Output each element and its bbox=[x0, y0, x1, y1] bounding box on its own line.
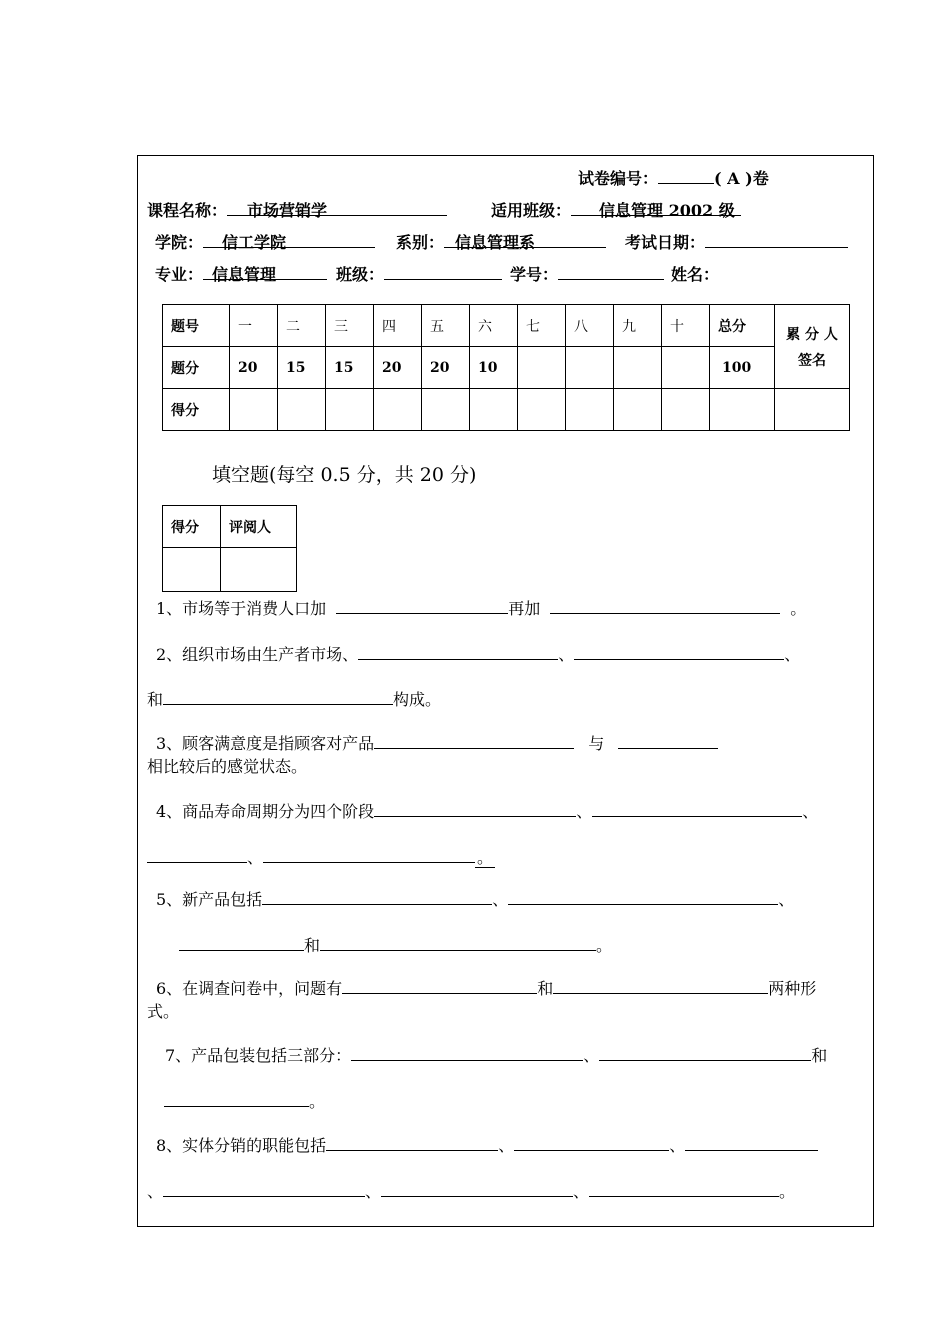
points-cell bbox=[614, 347, 662, 389]
course-field bbox=[227, 198, 447, 220]
question-7 bbox=[165, 1043, 827, 1066]
q1-text-2: 再加 bbox=[508, 599, 541, 618]
name-line bbox=[671, 262, 719, 285]
q8-sep-1: 、 bbox=[498, 1136, 515, 1155]
college-label: 学院： bbox=[155, 233, 204, 252]
question-number-cell: 七 bbox=[518, 305, 566, 347]
question-1 bbox=[156, 596, 806, 619]
question-number-cell: 一 bbox=[230, 305, 278, 347]
score-cell[interactable] bbox=[470, 389, 518, 431]
q4-text: 4、商品寿命周期分为四个阶段 bbox=[156, 802, 375, 821]
q2-sep-1: 、 bbox=[558, 645, 575, 664]
points-cell: 20 bbox=[422, 347, 470, 389]
q2-and: 和 bbox=[147, 690, 164, 709]
class-line bbox=[491, 198, 741, 221]
q5-blank-4[interactable] bbox=[320, 934, 596, 951]
applicable-class-label: 适用班级： bbox=[491, 201, 572, 220]
q8-sep-4: 、 bbox=[573, 1182, 590, 1201]
grading-score-cell[interactable] bbox=[163, 548, 221, 592]
q5-blank-2[interactable] bbox=[508, 888, 778, 905]
student-id-label: 学号： bbox=[510, 265, 559, 284]
grade-label: 班级： bbox=[336, 265, 385, 284]
course-value: 市场营销学 bbox=[247, 201, 328, 220]
question-number-cell: 三 bbox=[326, 305, 374, 347]
points-cell: 10 bbox=[470, 347, 518, 389]
student-id-field[interactable] bbox=[558, 262, 664, 280]
q1-blank-1[interactable] bbox=[336, 597, 508, 614]
q7-text: 7、产品包装包括三部分： bbox=[165, 1046, 352, 1065]
college-value: 信工学院 bbox=[222, 233, 287, 252]
q2-blank-3[interactable] bbox=[163, 688, 393, 705]
points-cell: 20 bbox=[230, 347, 278, 389]
q5-text: 5、新产品包括 bbox=[156, 890, 263, 909]
q8-blank-1[interactable] bbox=[326, 1134, 498, 1151]
q5-end: 。 bbox=[596, 936, 613, 955]
q4-sep-1: 、 bbox=[576, 802, 593, 821]
score-table-row-points bbox=[163, 347, 850, 389]
student-id-line bbox=[510, 262, 664, 285]
q8-sep-2: 、 bbox=[669, 1136, 686, 1155]
course-label: 课程名称： bbox=[147, 201, 228, 220]
q4-blank-4[interactable] bbox=[263, 846, 475, 863]
question-4 bbox=[156, 799, 818, 822]
q4-blank-3[interactable] bbox=[147, 846, 247, 863]
grading-reviewer-cell[interactable] bbox=[221, 548, 297, 592]
q4-blank-2[interactable] bbox=[592, 800, 802, 817]
q5-and: 和 bbox=[304, 936, 321, 955]
q4-sep-3: 、 bbox=[247, 848, 264, 867]
question-2-line-2 bbox=[147, 687, 441, 710]
q7-and: 和 bbox=[811, 1046, 828, 1065]
row-label-number: 题号 bbox=[163, 305, 230, 347]
points-cell bbox=[518, 347, 566, 389]
q3-blank-2[interactable] bbox=[618, 732, 718, 749]
exam-date-field[interactable] bbox=[705, 230, 848, 248]
q3-and: 与 bbox=[588, 734, 605, 753]
paper-number-line bbox=[578, 166, 769, 189]
grade-line bbox=[336, 262, 502, 285]
applicable-class-field bbox=[571, 198, 741, 220]
question-3 bbox=[156, 731, 718, 754]
q7-end: 。 bbox=[309, 1092, 326, 1111]
q8-sep-3: 、 bbox=[365, 1182, 382, 1201]
question-5 bbox=[156, 887, 794, 910]
grading-reviewer-label: 评阅人 bbox=[221, 506, 297, 548]
exam-date-line bbox=[625, 230, 848, 253]
points-cell: 20 bbox=[374, 347, 422, 389]
major-value: 信息管理 bbox=[212, 265, 277, 284]
signer-cell bbox=[775, 305, 850, 389]
q7-blank-1[interactable] bbox=[351, 1044, 583, 1061]
name-label: 姓名： bbox=[671, 265, 720, 284]
q7-blank-2[interactable] bbox=[599, 1044, 811, 1061]
score-cell[interactable] bbox=[230, 389, 278, 431]
question-4-line-2 bbox=[147, 845, 495, 868]
question-8 bbox=[156, 1133, 818, 1156]
q7-sep-1: 、 bbox=[583, 1046, 600, 1065]
grading-table bbox=[162, 505, 297, 592]
q6-text: 6、在调查问卷中，问题有 bbox=[156, 979, 343, 998]
signer-label-line2: 签名 bbox=[798, 352, 826, 369]
applicable-class-value: 信息管理 2002 级 bbox=[599, 201, 735, 220]
question-3-line-2: 相比较后的感觉状态。 bbox=[147, 757, 308, 776]
row-label-points: 题分 bbox=[163, 347, 230, 389]
score-table-row-numbers bbox=[163, 305, 850, 347]
q8-blank-2[interactable] bbox=[514, 1134, 669, 1151]
score-cell[interactable] bbox=[422, 389, 470, 431]
q6-text-2: 两种形 bbox=[768, 979, 817, 998]
question-5-line-2 bbox=[179, 933, 612, 956]
question-number-cell: 二 bbox=[278, 305, 326, 347]
major-field bbox=[203, 262, 327, 284]
q2-blank-2[interactable] bbox=[574, 643, 784, 660]
q4-blank-1[interactable] bbox=[374, 800, 576, 817]
score-cell[interactable] bbox=[374, 389, 422, 431]
question-7-line-2 bbox=[164, 1089, 325, 1112]
points-cell: 15 bbox=[278, 347, 326, 389]
course-line bbox=[147, 198, 447, 221]
exam-date-label: 考试日期： bbox=[625, 233, 706, 252]
college-line bbox=[155, 230, 375, 253]
score-table bbox=[162, 304, 850, 431]
department-value: 信息管理系 bbox=[455, 233, 536, 252]
question-6 bbox=[156, 976, 816, 999]
department-label: 系别： bbox=[396, 233, 445, 252]
paper-number-label: 试卷编号： bbox=[578, 169, 659, 188]
q3-blank-1[interactable] bbox=[374, 732, 574, 749]
paper-version: ( A )卷 bbox=[714, 169, 769, 188]
question-number-cell: 八 bbox=[566, 305, 614, 347]
q8-text: 8、实体分销的职能包括 bbox=[156, 1136, 327, 1155]
signer-label-line1: 累 分 人 bbox=[786, 326, 838, 343]
points-cell bbox=[662, 347, 710, 389]
q2-text: 2、组织市场由生产者市场、 bbox=[156, 645, 359, 664]
question-number-cell: 九 bbox=[614, 305, 662, 347]
q6-blank-2[interactable] bbox=[553, 977, 768, 994]
question-number-cell: 四 bbox=[374, 305, 422, 347]
q8-blank-6[interactable] bbox=[589, 1180, 779, 1197]
q5-blank-3[interactable] bbox=[179, 934, 304, 951]
q2-blank-1[interactable] bbox=[358, 643, 558, 660]
q8-sep-0: 、 bbox=[147, 1182, 164, 1201]
q5-blank-1[interactable] bbox=[262, 888, 492, 905]
points-cell: 15 bbox=[326, 347, 374, 389]
question-2 bbox=[156, 642, 800, 665]
q6-blank-1[interactable] bbox=[342, 977, 537, 994]
q4-end: 。 bbox=[477, 848, 494, 867]
score-cell[interactable] bbox=[662, 389, 710, 431]
q8-blank-3[interactable] bbox=[685, 1134, 818, 1151]
department-line bbox=[396, 230, 606, 253]
department-field bbox=[444, 230, 606, 252]
row-label-score: 得分 bbox=[163, 389, 230, 431]
q2-end: 构成。 bbox=[393, 690, 442, 709]
section-title: 填空题(每空 0.5 分，共 20 分) bbox=[212, 464, 477, 486]
signer-signature-cell[interactable] bbox=[775, 389, 850, 431]
score-table-row-scores bbox=[163, 389, 850, 431]
score-cell[interactable] bbox=[566, 389, 614, 431]
major-label: 专业： bbox=[155, 265, 204, 284]
points-cell bbox=[566, 347, 614, 389]
score-cell[interactable] bbox=[614, 389, 662, 431]
total-points-cell: 100 bbox=[710, 347, 775, 389]
q8-end: 。 bbox=[779, 1182, 796, 1201]
total-score-cell[interactable] bbox=[710, 389, 775, 431]
grade-field[interactable] bbox=[384, 262, 502, 280]
q2-sep-2: 、 bbox=[784, 645, 801, 664]
q1-blank-2[interactable] bbox=[550, 597, 780, 614]
q4-sep-2: 、 bbox=[802, 802, 819, 821]
q5-sep-2: 、 bbox=[778, 890, 795, 909]
college-field bbox=[203, 230, 375, 252]
q1-end: 。 bbox=[790, 599, 807, 618]
question-number-cell: 六 bbox=[470, 305, 518, 347]
score-cell[interactable] bbox=[278, 389, 326, 431]
paper-number-field[interactable] bbox=[658, 166, 714, 184]
grading-score-label: 得分 bbox=[163, 506, 221, 548]
question-number-cell: 十 bbox=[662, 305, 710, 347]
q8-blank-4[interactable] bbox=[163, 1180, 365, 1197]
q1-text: 1、市场等于消费人口加 bbox=[156, 599, 327, 618]
q7-blank-3[interactable] bbox=[164, 1090, 309, 1107]
q3-text: 3、顾客满意度是指顾客对产品 bbox=[156, 734, 375, 753]
score-cell[interactable] bbox=[518, 389, 566, 431]
q8-blank-5[interactable] bbox=[381, 1180, 573, 1197]
major-line bbox=[155, 262, 327, 285]
score-cell[interactable] bbox=[326, 389, 374, 431]
total-label-cell: 总分 bbox=[710, 305, 775, 347]
q6-and: 和 bbox=[537, 979, 554, 998]
question-number-cell: 五 bbox=[422, 305, 470, 347]
q5-sep-1: 、 bbox=[492, 890, 509, 909]
question-6-line-2: 式。 bbox=[147, 1002, 180, 1021]
question-8-line-2 bbox=[147, 1179, 795, 1202]
